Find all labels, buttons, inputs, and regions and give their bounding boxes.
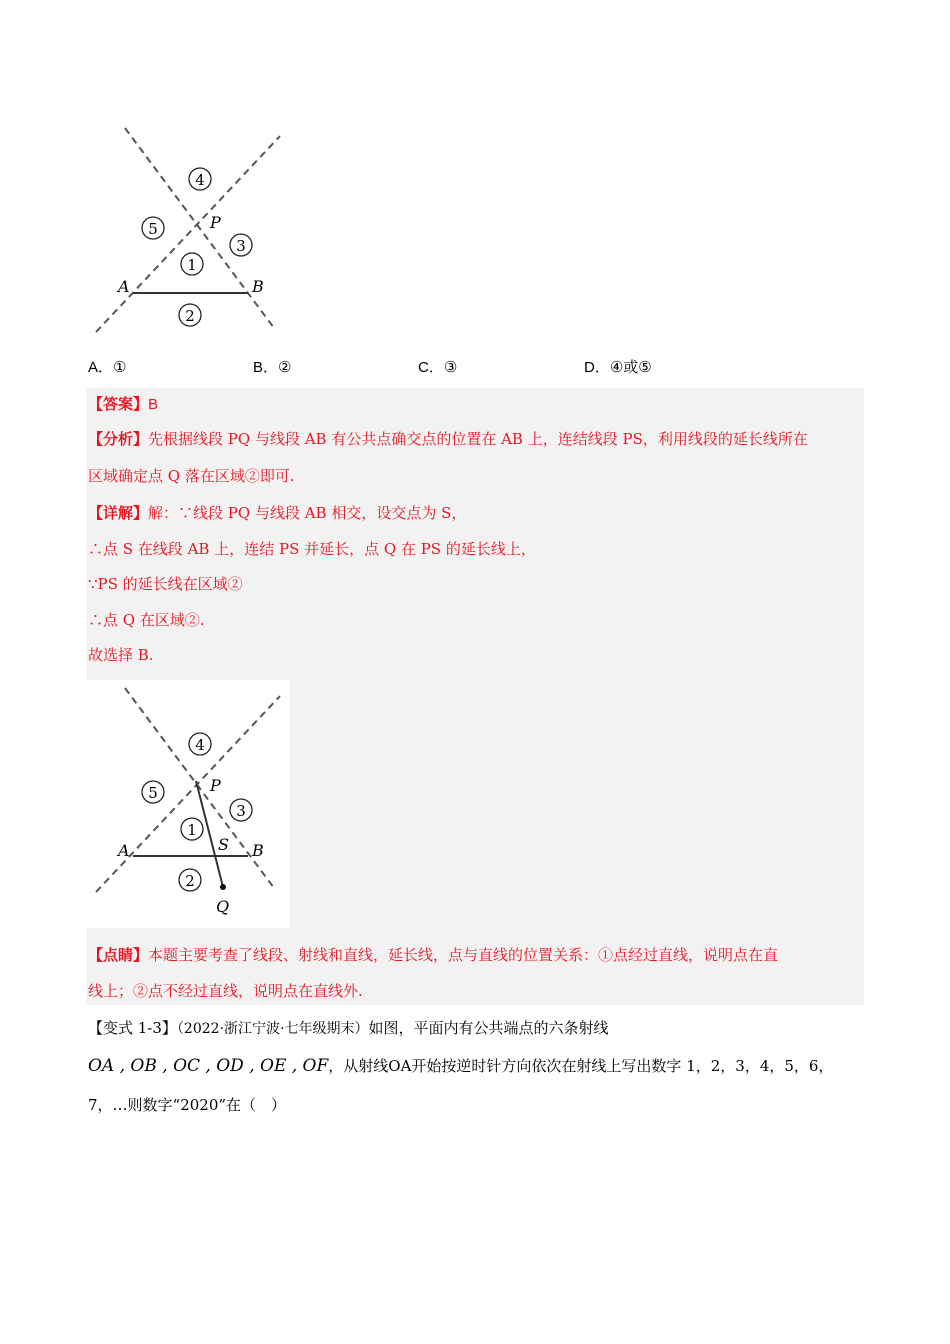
region-1-label [181, 818, 203, 840]
answer-line [88, 393, 158, 414]
detail-tag: 【详解】 [88, 504, 149, 522]
svg-text:2: 2 [185, 872, 195, 890]
variant-text-2: ，从射线OA开始按逆时针方向依次在射线上写出数字 1，2，3，4，5，6， [328, 1057, 834, 1075]
figure-rays-regions [88, 120, 288, 340]
detail-line-2: ∴点 S 在线段 AB 上，连结 PS 并延长，点 Q 在 PS 的延长线上， [88, 540, 536, 558]
detail-line-1 [88, 502, 466, 523]
variant-line-1 [88, 1017, 608, 1038]
svg-text:3: 3 [236, 237, 246, 255]
point-s-label: S [218, 835, 229, 854]
detail-line-3: ∵PS 的延长线在区域② [88, 575, 243, 593]
option-d[interactable]: D．④或⑤ [584, 359, 652, 376]
point-p-label: P [210, 776, 221, 795]
region-5-label [142, 781, 164, 803]
answer-options [88, 356, 788, 378]
svg-text:5: 5 [148, 784, 158, 802]
answer-tag: 【答案】 [88, 395, 149, 413]
detail-line-5: 故选择 B. [88, 646, 154, 664]
svg-text:3: 3 [236, 802, 246, 820]
region-2-label [179, 304, 201, 326]
point-b-label: B [252, 841, 264, 860]
analysis-line-1 [88, 428, 808, 449]
point-q-label: Q [216, 897, 230, 916]
point-a-label: A [118, 277, 130, 296]
comment-line-1 [88, 944, 778, 965]
variant-source: （2022·浙江宁波·七年级期末） [176, 1021, 369, 1037]
point-a-label: A [118, 841, 130, 860]
region-4-label [189, 168, 211, 190]
segment-pq [196, 781, 223, 887]
point-q-dot [220, 884, 226, 890]
option-a[interactable]: A．① [88, 359, 127, 376]
analysis-line-2: 区域确定点 Q 落在区域②即可. [88, 467, 295, 485]
region-3-label [230, 799, 252, 821]
figure-rays-regions-with-q [86, 680, 290, 928]
figure-2-box [86, 680, 290, 928]
svg-text:5: 5 [148, 220, 158, 238]
detail-line-4: ∴点 Q 在区域②. [88, 611, 205, 629]
region-1-label [181, 253, 203, 275]
variant-rays: OA , OB , OC , OD , OE , OF [88, 1056, 329, 1076]
svg-text:4: 4 [195, 736, 205, 754]
point-p-label: P [210, 213, 221, 232]
detail-text-1: 解：∵线段 PQ 与线段 AB 相交，设交点为 S， [148, 504, 467, 522]
point-b-label: B [252, 277, 264, 296]
analysis-text-1: 先根据线段 PQ 与线段 AB 有公共点确交点的位置在 AB 上，连结线段 PS，利用线段的延长线所在 [148, 430, 808, 448]
svg-text:1: 1 [187, 821, 197, 839]
region-4-label [189, 733, 211, 755]
region-3-label [230, 234, 252, 256]
comment-text-1: 本题主要考查了线段、射线和直线，延长线，点与直线的位置关系：①点经过直线，说明点在直 [148, 946, 779, 964]
option-c[interactable]: C．③ [418, 359, 458, 376]
region-2-label [179, 869, 201, 891]
variant-tag: 【变式 1-3】 [88, 1019, 177, 1037]
dashed-line-a-p [96, 696, 280, 892]
solution-panel [86, 388, 864, 1005]
variant-line-2 [88, 1055, 833, 1076]
variant-text-1: 如图，平面内有公共端点的六条射线 [368, 1019, 609, 1037]
svg-text:2: 2 [185, 307, 195, 325]
option-b[interactable]: B．② [253, 359, 292, 376]
variant-line-3: 7，…则数字“2020”在（ ） [88, 1096, 287, 1114]
answer-value: B [148, 396, 159, 413]
svg-text:1: 1 [187, 256, 197, 274]
region-5-label [142, 217, 164, 239]
comment-tag: 【点睛】 [88, 946, 149, 964]
analysis-tag: 【分析】 [88, 430, 149, 448]
dashed-line-a-p [96, 136, 280, 332]
comment-line-2: 线上；②点不经过直线，说明点在直线外. [88, 982, 363, 1000]
svg-text:4: 4 [195, 171, 205, 189]
